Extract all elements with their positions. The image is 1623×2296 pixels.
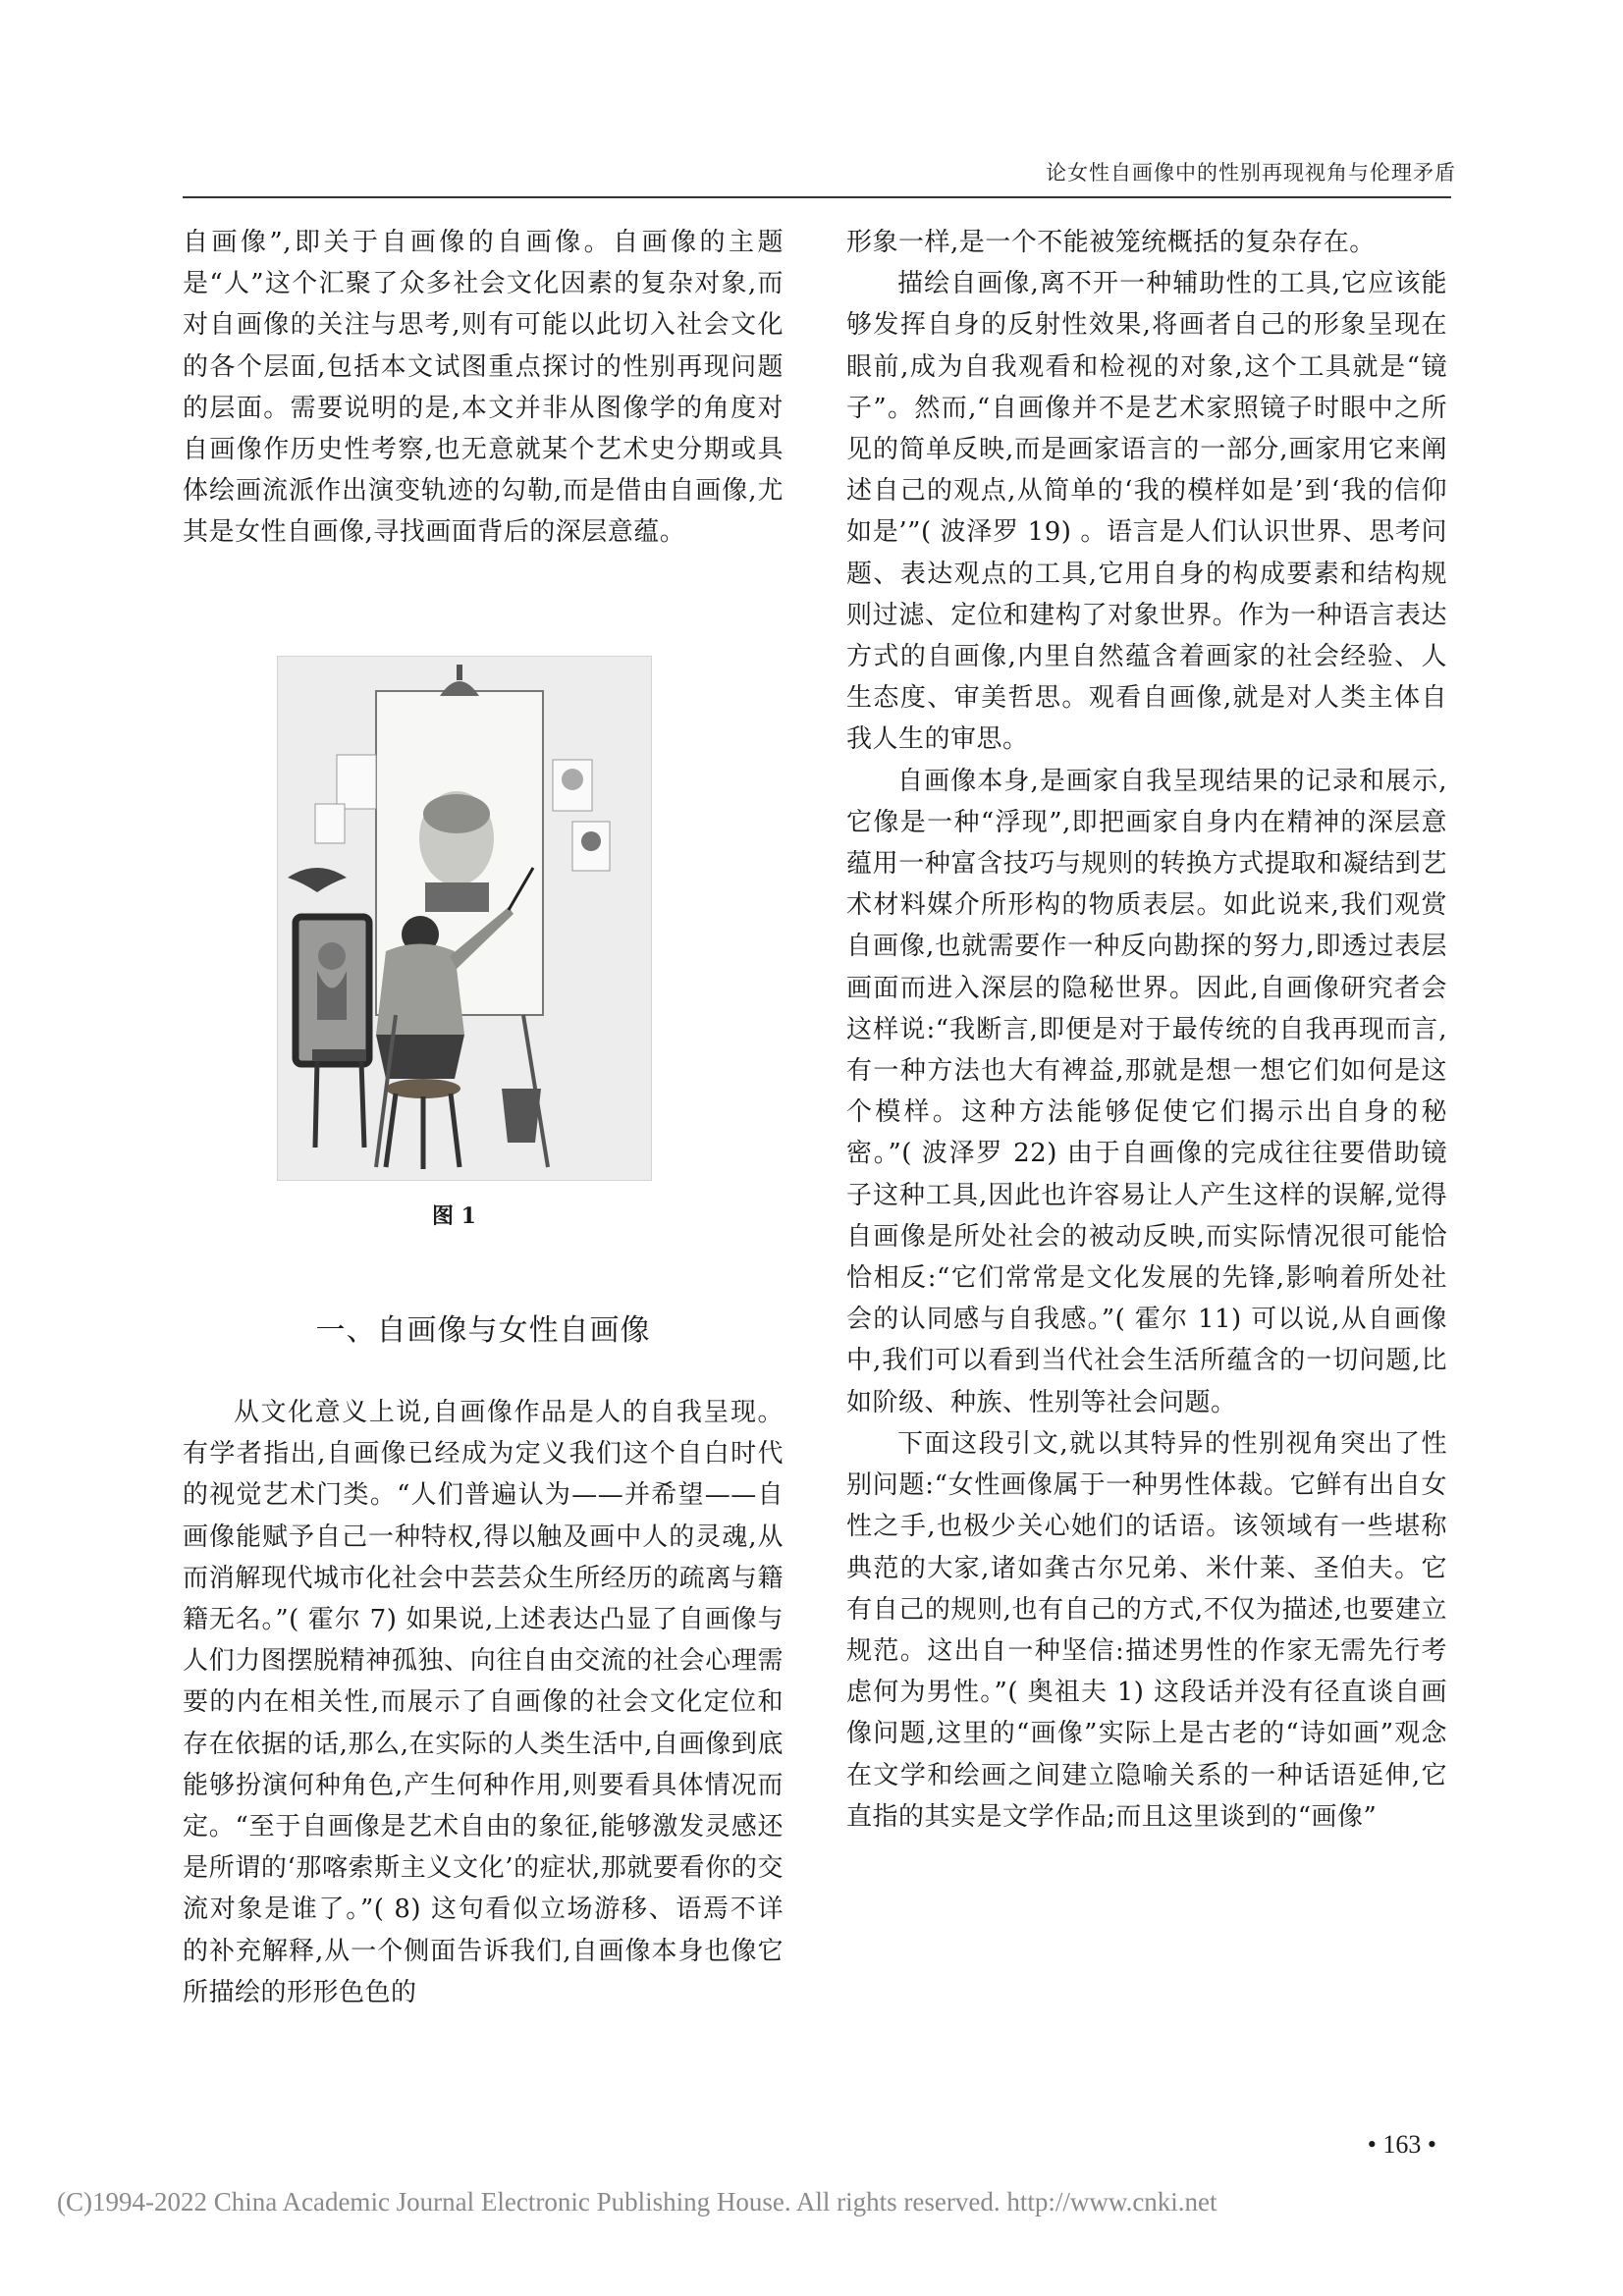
header-rule — [183, 196, 1451, 198]
paragraph: 从文化意义上说,自画像作品是人的自我呈现。有学者指出,自画像已经成为定义我们这个自白时代的视觉艺术门类。“人们普遍认为——并希望——自画像能赋予自己一种特权,得以触及画中人的灵魂,从而消解现代城市化社会中芸芸众生所经历的疏离与籍籍无名。”( 霍尔 7) 如果说,上述表达凸显了自画像与人们力图摆脱精神孤独、向往自由交流的社会心理需要的内在相关性,而展示了自画像的社会文化定位和存在依据的话,那么,在实际的人类生活中,自画像到底能够扮演何种角色,产生何种作用,则要看具体情况而定。“至于自画像是艺术自由的象征,能够激发灵感还是所谓的‘那喀索斯主义文化’的症状,那就要看你的交流对象是谁了。”( 8) 这句看似立场游移、语焉不详的补充解释,从一个侧面告诉我们,自画像本身也像它所描绘的形形色色的 — [183, 1398, 784, 2007]
paragraph: 形象一样,是一个不能被笼统概括的复杂存在。 — [846, 228, 1376, 257]
figure-caption: 图 1 — [432, 1203, 476, 1229]
page-number: • 163 • — [1367, 2130, 1436, 2159]
figure-1-image — [277, 656, 652, 1181]
paragraph: 自画像本身,是画家自我呈现结果的记录和展示,它像是一种“浮现”,即把画家自身内在精神的深层意蕴用一种富含技巧与规则的转换方式提取和凝结到艺术材料媒介所形构的物质表层。如此说来,我们观赏自画像,也就需要作一种反向勘探的努力,即透过表层画面而进入深层的隐秘世界。因此,自画像研究者会这样说:“我断言,即便是对于最传统的自我再现而言,有一种方法也大有裨益,那就是想一想它们如何是这个模样。这种方法能够促使它们揭示出自身的秘密。”( 波泽罗 22) 由于自画像的完成往往要借助镜子这种工具,因此也许容易让人产生这样的误解,觉得自画像是所处社会的被动反映,而实际情况很可能恰恰相反:“它们常常是文化发展的先锋,影响着所处社会的认同感与自我感。”( 霍尔 11) 可以说,从自画像中,我们可以看到当代社会生活所蕴含的一切问题,比如阶级、种族、性别等社会问题。 — [846, 766, 1447, 1417]
right-column — [846, 222, 1447, 1838]
running-header-title: 论女性自画像中的性别再现视角与伦理矛盾 — [1046, 161, 1456, 185]
paragraph: 自画像”,即关于自画像的自画像。自画像的主题是“人”这个汇聚了众多社会文化因素的复杂对象,而对自画像的关注与思考,则有可能以此切入社会文化的各个层面,包括本文试图重点探讨的性别再现问题的层面。需要说明的是,本文并非从图像学的角度对自画像作历史性考察,也无意就某个艺术史分期或具体绘画流派作出演变轨迹的勾勒,而是借由自画像,尤其是女性自画像,寻找画面背后的深层意蕴。 — [183, 228, 784, 548]
section-heading: 一、自画像与女性自画像 — [315, 1313, 651, 1348]
left-column-bottom — [183, 1392, 784, 2013]
left-column-top — [183, 222, 784, 554]
paragraph: 下面这段引文,就以其特异的性别视角突出了性别问题:“女性画像属于一种男性体裁。它鲜有出自女性之手,也极少关心她们的话语。该领域有一些堪称典范的大家,诸如龚古尔兄弟、米什莱、圣伯夫。它有自己的规则,也有自己的方式,不仅为描述,也要建立规范。这出自一种坚信:描述男性的作家无需先行考虑何为男性。”( 奥祖夫 1) 这段话并没有径直谈自画像问题,这里的“画像”实际上是古老的“诗如画”观念在文学和绘画之间建立隐喻关系的一种话语延伸,它直指的其实是文学作品;而且这里谈到的“画像” — [846, 1428, 1447, 1832]
copyright-notice: (C)1994-2022 China Academic Journal Electronic Publishing House. All rights reserved. http://www.cnki.net — [57, 2187, 1217, 2216]
triple-self-portrait-illustration — [278, 657, 651, 1180]
paragraph: 描绘自画像,离不开一种辅助性的工具,它应该能够发挥自身的反射性效果,将画者自己的形象呈现在眼前,成为自我观看和检视的对象,这个工具就是“镜子”。然而,“自画像并不是艺术家照镜子时眼中之所见的简单反映,而是画家语言的一部分,画家用它来阐述自己的观点,从简单的‘我的模样如是’到‘我的信仰如是’”( 波泽罗 19) 。语言是人们认识世界、思考问题、表达观点的工具,它用自身的构成要素和结构规则过滤、定位和建构了对象世界。作为一种语言表达方式的自画像,内里自然蕴含着画家的社会经验、人生态度、审美哲思。观看自画像,就是对人类主体自我人生的审思。 — [846, 269, 1447, 755]
